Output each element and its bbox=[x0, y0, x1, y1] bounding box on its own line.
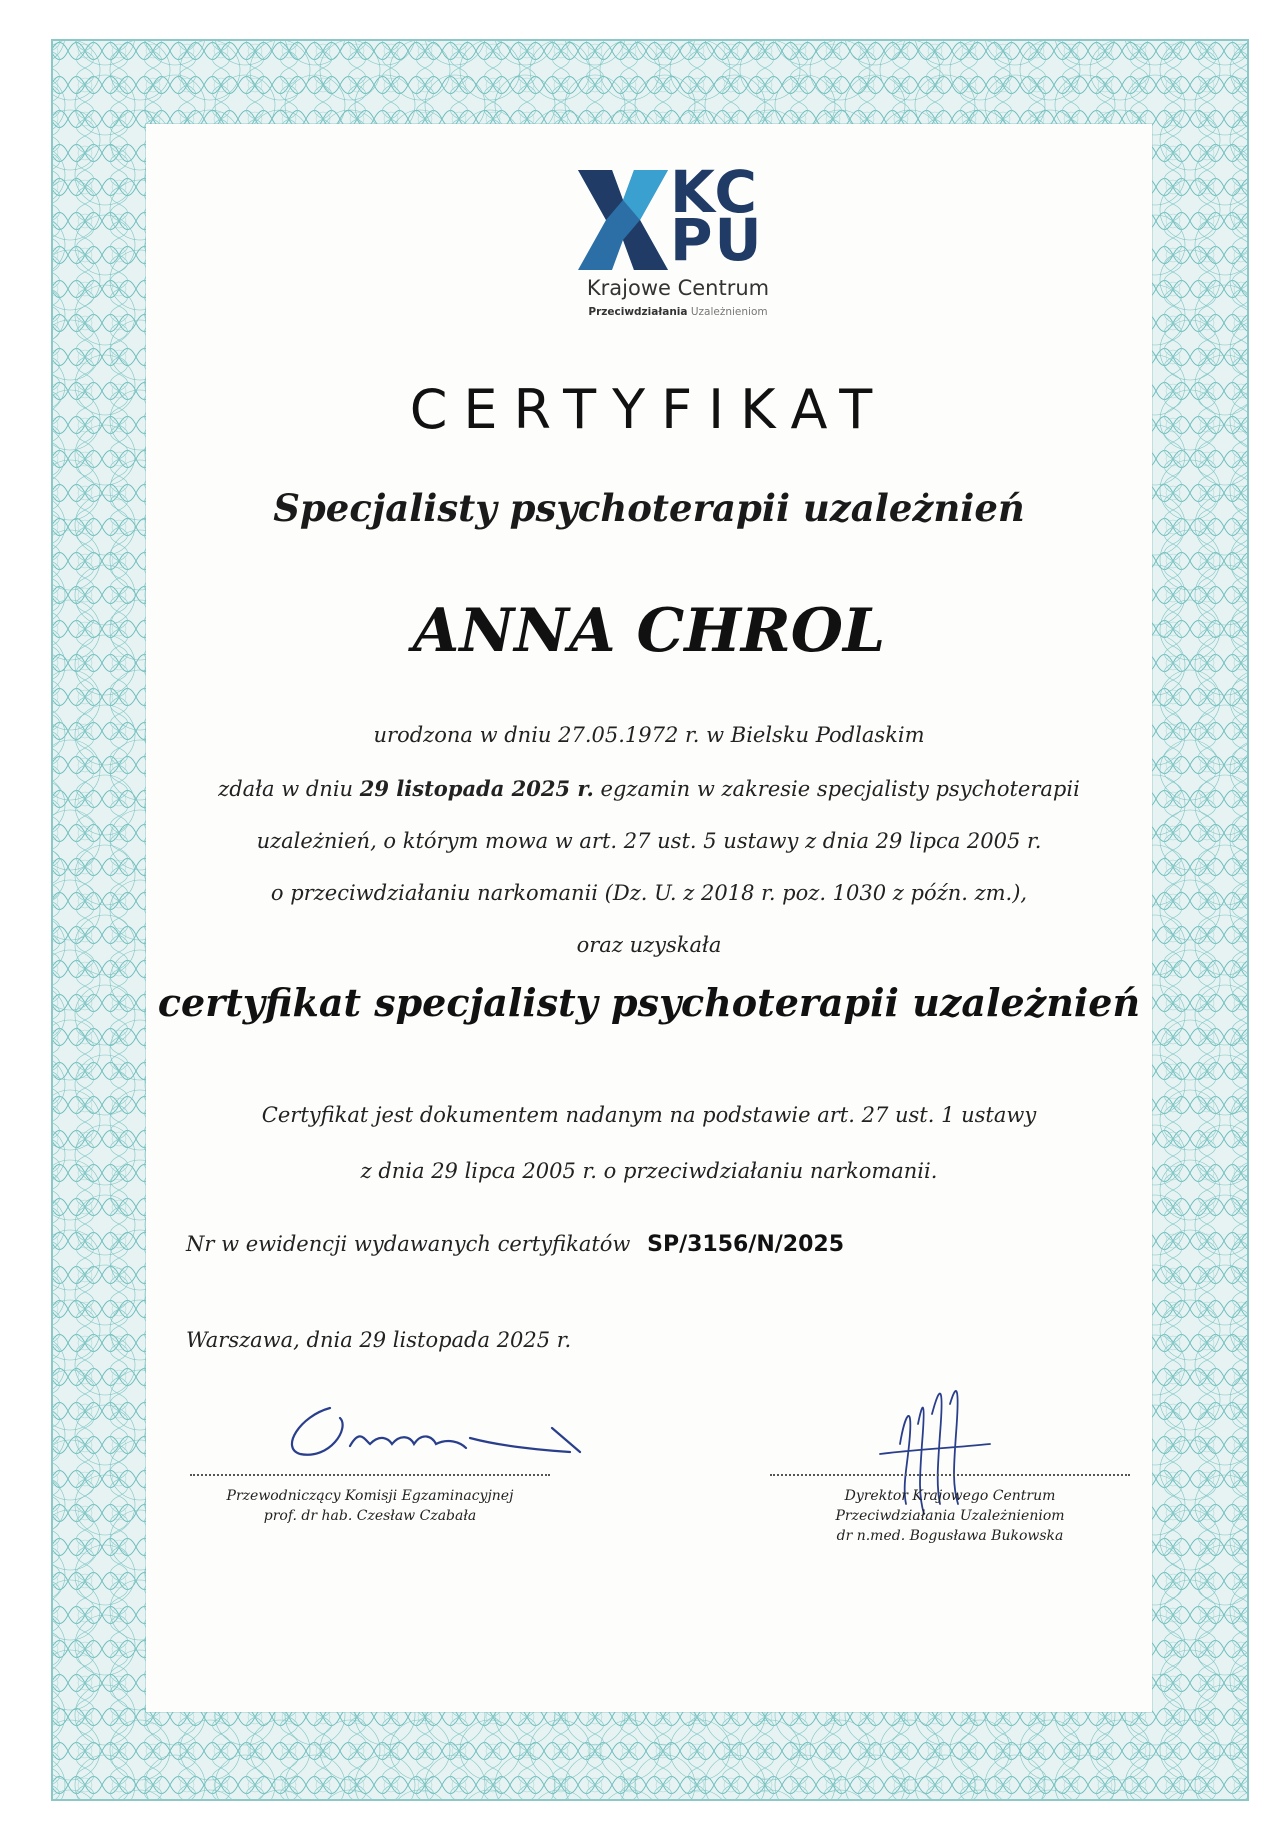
left-signature bbox=[270, 1388, 630, 1468]
right-signatory-role-1: Dyrektor Krajowego Centrum bbox=[844, 1488, 1056, 1504]
kcpu-letters bbox=[670, 158, 780, 274]
exam-line bbox=[146, 774, 1152, 804]
left-signature-line bbox=[190, 1474, 550, 1476]
logo-subtitle-bold: Przeciwdziałania bbox=[588, 306, 688, 318]
registry-label: Nr w ewidencji wydawanych certyfikatów bbox=[186, 1232, 631, 1256]
kcpu-logo bbox=[578, 158, 778, 328]
certificate-name: certyfikat specjalisty psychoterapii uzależnień bbox=[157, 980, 1141, 1025]
legal-reference-line: uzależnień, o którym mowa w art. 27 ust. 5 ustawy z dnia 29 lipca 2005 r. bbox=[256, 829, 1042, 853]
exam-line-pre: zdała w dniu bbox=[218, 777, 360, 801]
right-signatory-role-2: Przeciwdziałania Uzależnieniom bbox=[835, 1508, 1065, 1524]
birth-line: urodzona w dniu 27.05.1972 r. w Bielsku Podlaskim bbox=[373, 723, 925, 747]
right-signature-line bbox=[770, 1474, 1130, 1476]
place-and-date: Warszawa, dnia 29 listopada 2025 r. bbox=[186, 1328, 572, 1352]
obtained-line: oraz uzyskała bbox=[576, 933, 722, 957]
registry-number: SP/3156/N/2025 bbox=[647, 1232, 845, 1257]
kcpu-letters-bottom: PU bbox=[670, 206, 764, 274]
kcpu-letters-top: KC bbox=[670, 158, 759, 226]
logo-name: Krajowe Centrum bbox=[586, 276, 770, 300]
logo-subtitle-light: Uzależnieniom bbox=[690, 306, 768, 318]
logo-subtitle bbox=[578, 306, 778, 318]
right-signatory-person: dr n.med. Bogusława Bukowska bbox=[836, 1528, 1064, 1544]
certificate-title: CERTYFIKAT bbox=[409, 378, 889, 441]
left-signatory-person: prof. dr hab. Czesław Czabała bbox=[263, 1508, 477, 1524]
holder-name: ANNA CHROL bbox=[412, 596, 886, 666]
certificate-subtitle: Specjalisty psychoterapii uzależnień bbox=[273, 486, 1025, 530]
exam-line-post: egzamin w zakresie specjalisty psychoterapii bbox=[593, 777, 1080, 801]
left-signatory-role: Przewodniczący Komisji Egzaminacyjnej bbox=[226, 1488, 514, 1504]
right-signatory-caption bbox=[770, 1486, 1130, 1546]
left-signatory-caption bbox=[190, 1486, 550, 1526]
legal-basis-line-2: z dnia 29 lipca 2005 r. o przeciwdziałaniu narkomanii. bbox=[360, 1159, 938, 1183]
exam-date: 29 listopada 2025 r. bbox=[359, 776, 594, 801]
act-reference-line: o przeciwdziałaniu narkomanii (Dz. U. z 2018 r. poz. 1030 z późn. zm.), bbox=[270, 881, 1028, 905]
kcpu-x-mark-icon bbox=[578, 170, 668, 270]
registry-number-line bbox=[186, 1232, 844, 1257]
legal-basis-line-1: Certyfikat jest dokumentem nadanym na podstawie art. 27 ust. 1 ustawy bbox=[261, 1103, 1037, 1127]
